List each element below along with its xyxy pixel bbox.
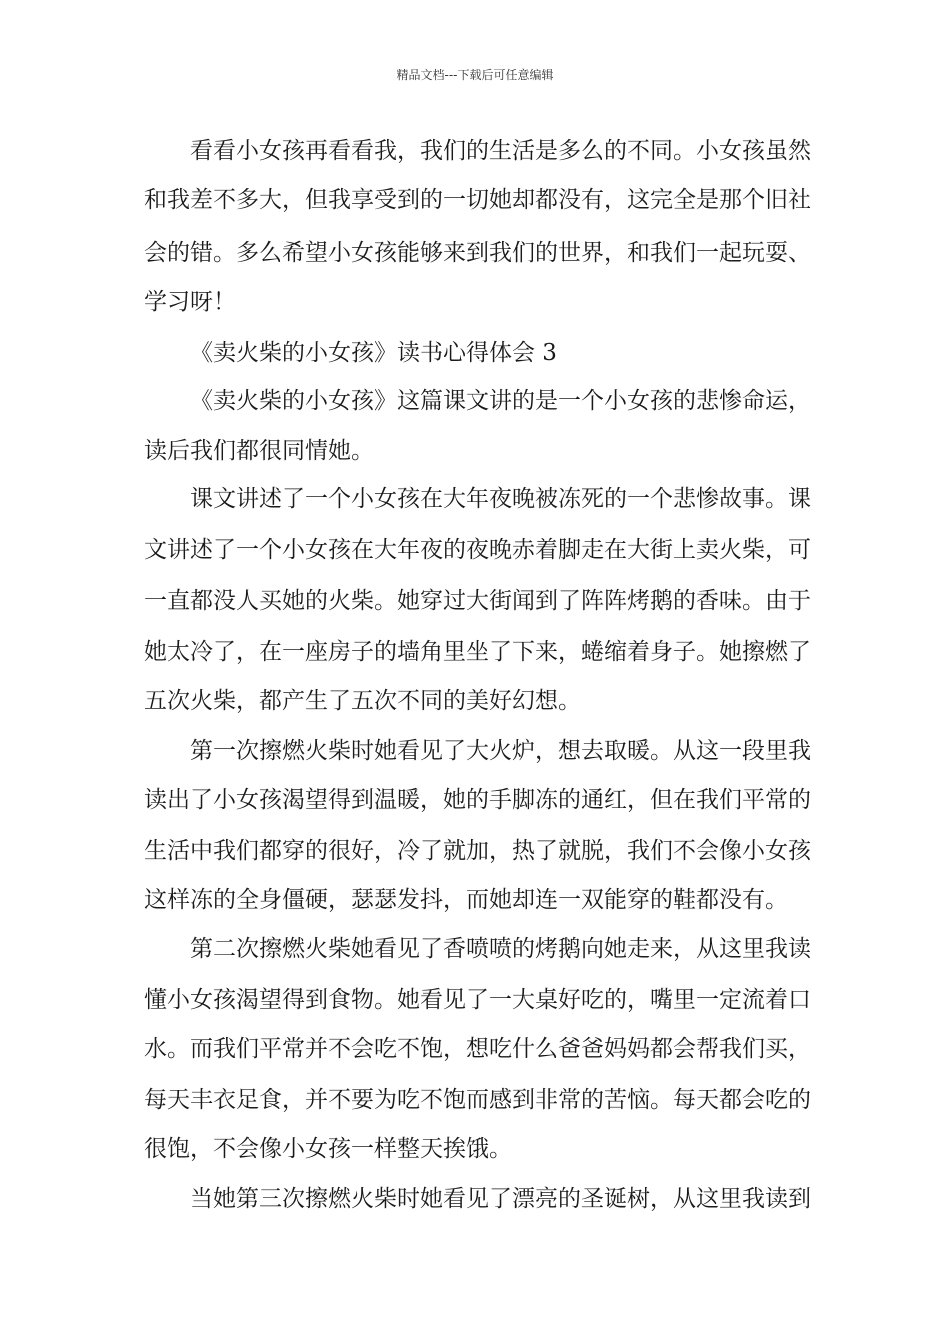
- text-line: 会的错。多么希望小女孩能够来到我们的世界，和我们一起玩耍、: [144, 240, 811, 266]
- text-line: 读后我们都很同情她。: [144, 438, 374, 464]
- text-line: 一直都没人买她的火柴。她穿过大街闻到了阵阵烤鹅的香味。由于: [144, 588, 811, 614]
- text-line: 课文讲述了一个小女孩在大年夜晚被冻死的一个悲惨故事。课: [190, 486, 811, 512]
- text-line: 和我差不多大，但我享受到的一切她却都没有，这完全是那个旧社: [144, 187, 811, 213]
- text-line: 每天丰衣足食，并不要为吃不饱而感到非常的苦恼。每天都会吃的: [144, 1087, 811, 1113]
- text-line: 水。而我们平常并不会吃不饱，想吃什么爸爸妈妈都会帮我们买，: [144, 1036, 811, 1062]
- text-line: 生活中我们都穿的很好，冷了就加，热了就脱，我们不会像小女孩: [144, 838, 811, 864]
- page-header: 精品文档---下载后可任意编辑: [396, 68, 554, 82]
- text-line: 她太冷了，在一座房子的墙角里坐了下来，蜷缩着身子。她擦燃了: [144, 639, 811, 665]
- text-line: 这样冻的全身僵硬，瑟瑟发抖，而她却连一双能穿的鞋都没有。: [144, 887, 788, 913]
- text-line: 第二次擦燃火柴她看见了香喷喷的烤鹅向她走来，从这里我读: [190, 936, 811, 962]
- text-line: 文讲述了一个小女孩在大年夜的夜晚赤着脚走在大街上卖火柴，可: [144, 537, 811, 563]
- text-line: 第一次擦燃火柴时她看见了大火炉，想去取暖。从这一段里我: [190, 738, 811, 764]
- text-line: 《卖火柴的小女孩》读书心得体会 3: [190, 340, 557, 366]
- text-line: 看看小女孩再看看我，我们的生活是多么的不同。小女孩虽然: [190, 138, 811, 164]
- text-line: 《卖火柴的小女孩》这篇课文讲的是一个小女孩的悲惨命运，: [190, 388, 811, 414]
- text-line: 学习呀！: [144, 289, 236, 315]
- text-line: 懂小女孩渴望得到食物。她看见了一大桌好吃的，嘴里一定流着口: [144, 987, 811, 1013]
- text-line: 很饱，不会像小女孩一样整天挨饿。: [144, 1136, 512, 1162]
- text-line: 五次火柴，都产生了五次不同的美好幻想。: [144, 688, 581, 714]
- text-line: 当她第三次擦燃火柴时她看见了漂亮的圣诞树，从这里我读到: [190, 1186, 811, 1212]
- text-line: 读出了小女孩渴望得到温暖，她的手脚冻的通红，但在我们平常的: [144, 787, 811, 813]
